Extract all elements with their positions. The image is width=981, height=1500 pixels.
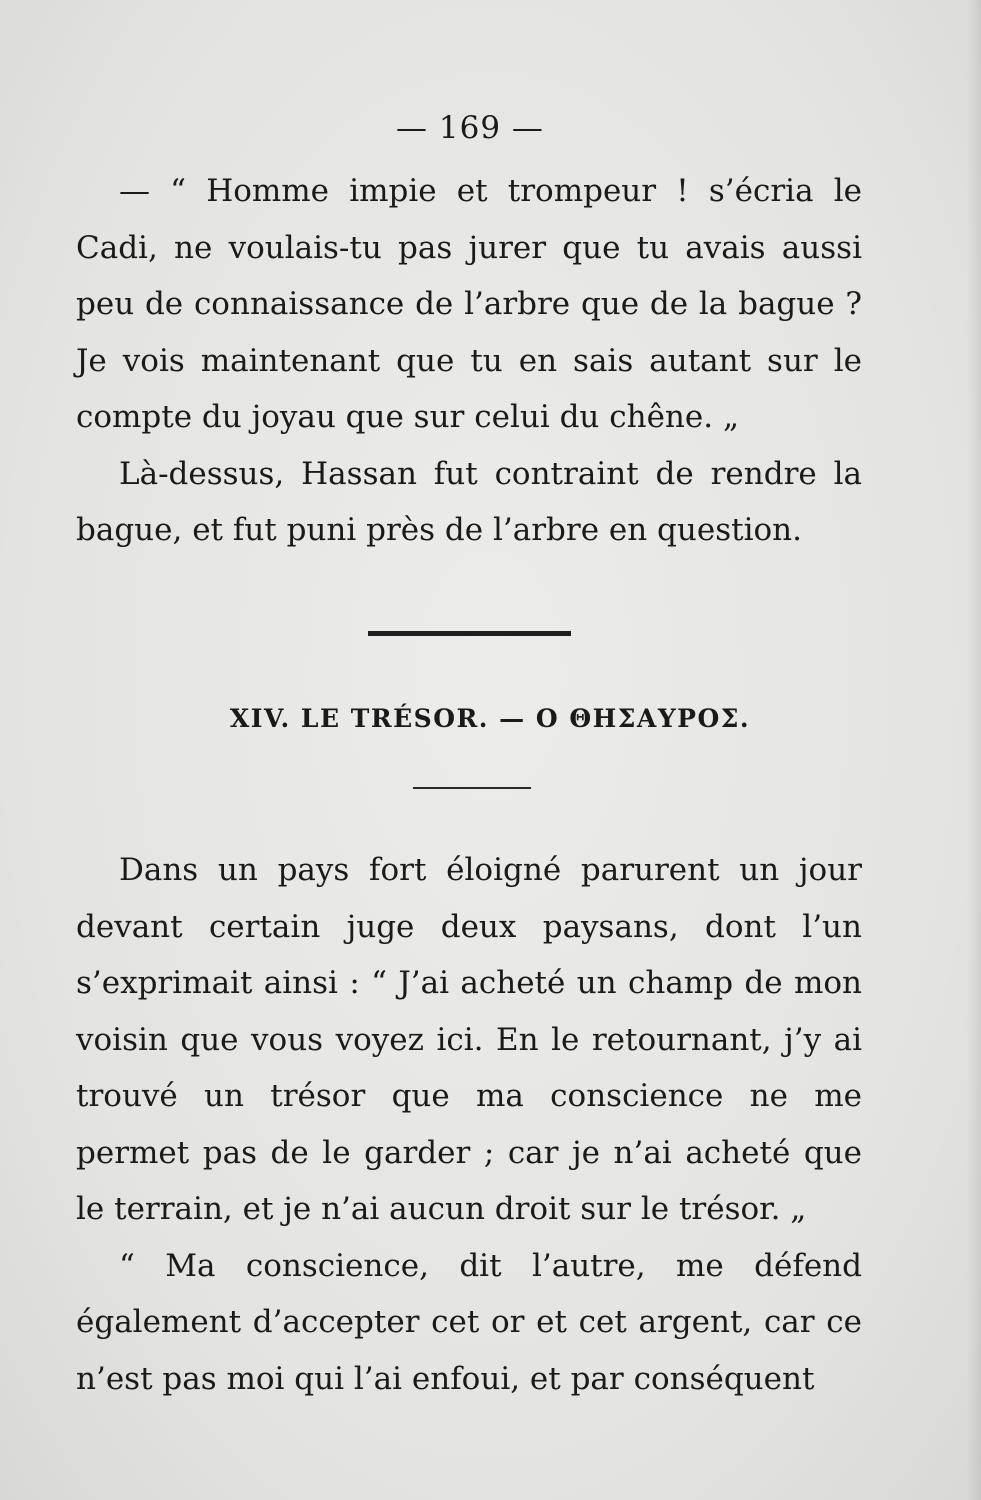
section-divider-thick bbox=[368, 631, 571, 636]
paragraph-other-peasant: “ Ma conscience, dit l’autre, me défend également d’accepter cet or et cet argent, car ce n’est pas moi qui l’ai enfoui, et par conséquent bbox=[76, 1247, 862, 1397]
paragraph-peasants: Dans un pays fort éloigné parurent un jour devant certain juge deux paysans, dont l’un s’exprimait ainsi : “ J’ai acheté un champ de mon voisin que vous voyez ici. En le retournant, j’y ai trouvé un trésor que ma conscience ne me permet pas de le garder ; car je n’ai acheté que le terrain, et je n’ai aucun droit sur le trésor. „ bbox=[76, 852, 862, 1227]
page-edge-shadow bbox=[967, 0, 981, 1500]
text-block-top bbox=[76, 163, 862, 559]
paragraph-hassan-punished: Là-dessus, Hassan fut contraint de rendre la bague, et fut puni près de l’arbre en question. bbox=[76, 455, 862, 548]
section-divider-thin bbox=[413, 787, 531, 789]
page-number: — 169 — bbox=[396, 110, 544, 146]
section-heading: XIV. LE TRÉSOR. — Ο ΘΗΣΑΥΡΟΣ. bbox=[229, 704, 751, 733]
text-block-bottom bbox=[76, 842, 862, 1407]
paragraph-cadi-speech: — “ Homme impie et trompeur ! s’écria le Cadi, ne voulais-tu pas jurer que tu avais aussi peu de connaissance de l’arbre que de la bague ? Je vois maintenant que tu en sais autant sur le compte du joyau que sur celui du chêne. „ bbox=[76, 173, 862, 435]
